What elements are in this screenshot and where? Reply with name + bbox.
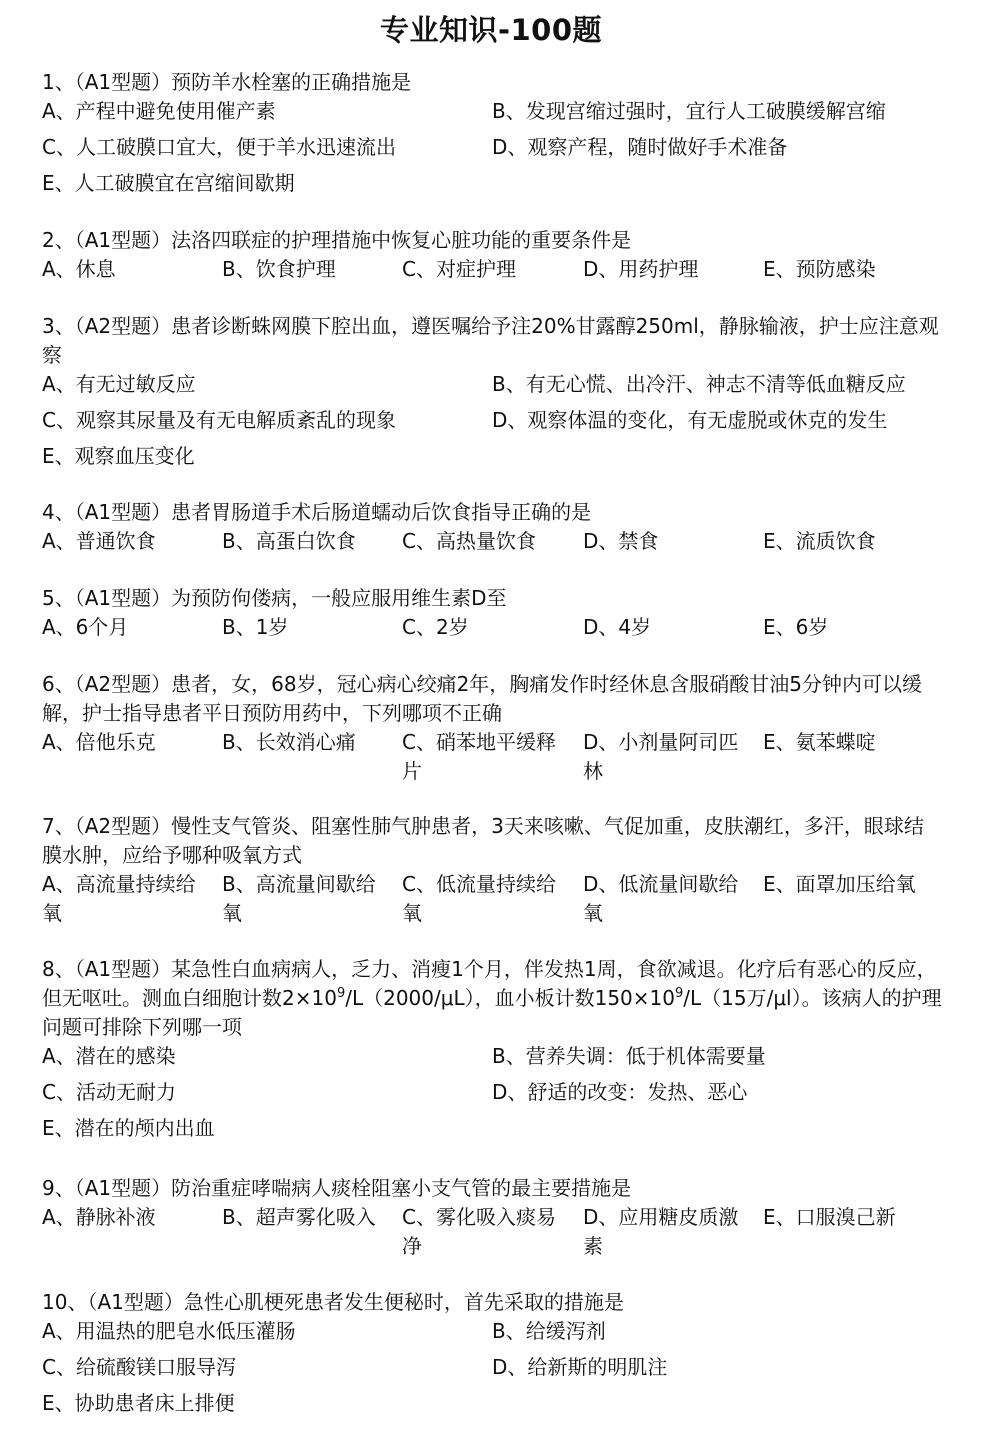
option-b: B、有无心慌、出冷汗、神志不清等低血糖反应 [492,372,906,396]
option-d: D、观察产程，随时做好手术准备 [492,135,788,159]
option-a: A、倍他乐克 [42,730,156,754]
option-d: D、舒适的改变：发热、恶心 [492,1080,748,1104]
option-b: B、发现宫缩过强时，宜行人工破膜缓解宫缩 [492,99,886,123]
option-e: E、人工破膜宜在宫缩间歇期 [42,171,295,195]
option-d: D、小剂量阿司匹林 [583,730,739,783]
option-a: A、普通饮食 [42,529,156,553]
option-c: C、雾化吸入痰易净 [402,1205,556,1258]
question-7 [42,812,942,930]
option-b: B、高流量间歇给氧 [222,872,376,925]
option-b: B、营养失调：低于机体需要量 [492,1044,766,1068]
question-stem: 5、（A1型题）为预防佝偻病，一般应服用维生素D至 [42,586,507,610]
option-a: A、静脉补液 [42,1205,156,1229]
option-e: E、流质饮食 [763,529,876,553]
option-d: D、用药护理 [583,257,699,281]
option-e: E、协助患者床上排便 [42,1391,235,1415]
exponent: 9 [674,986,684,1001]
stem-part: /L（2000/μL），血小板计数150×10 [345,986,675,1010]
question-stem: 4、（A1型题）患者胃肠道手术后肠道蠕动后饮食指导正确的是 [42,500,592,524]
question-stem: 3、（A2型题）患者诊断蛛网膜下腔出血，遵医嘱给予注20%甘露醇250ml，静脉输液，护士应注意观察 [42,314,939,367]
question-5 [42,584,942,643]
option-e: E、面罩加压给氧 [763,872,916,896]
option-a: A、休息 [42,257,116,281]
option-b: B、高蛋白饮食 [222,529,356,553]
option-b: B、1岁 [222,615,289,639]
option-a: A、潜在的感染 [42,1044,176,1068]
option-c: C、人工破膜口宜大，便于羊水迅速流出 [42,135,396,159]
question-stem [42,955,942,1042]
question-6 [42,670,942,788]
option-b: B、超声雾化吸入 [222,1205,376,1229]
question-stem: 10、（A1型题）急性心肌梗死患者发生便秘时，首先采取的措施是 [42,1290,624,1314]
question-4 [42,498,942,557]
question-stem: 1、（A1型题）预防羊水栓塞的正确措施是 [42,70,412,94]
option-d: D、低流量间歇给氧 [583,872,739,925]
stem-part: 8、（A1型题）某急性白血病病人，乏力、消瘦1个月，伴发热1周，食欲减退。化疗后有恶心的反应，但无呕吐。测血白细胞计数2×10 [42,957,937,1010]
question-stem: 6、（A2型题）患者，女，68岁，冠心病心绞痛2年，胸痛发作时经休息含服硝酸甘油5分钟内可以缓解，护士指导患者平日预防用药中，下列哪项不正确 [42,672,923,725]
question-stem: 2、（A1型题）法洛四联症的护理措施中恢复心脏功能的重要条件是 [42,228,632,252]
option-a: A、用温热的肥皂水低压灌肠 [42,1319,296,1343]
option-d: D、4岁 [583,615,652,639]
option-a: A、有无过敏反应 [42,372,196,396]
option-c: C、低流量持续给氧 [402,872,556,925]
option-d: D、观察体温的变化，有无虚脱或休克的发生 [492,408,888,432]
option-d: D、禁食 [583,529,659,553]
stem-part: /L（15万/μl）。该病人的护理问题可排除下列哪一项 [42,986,942,1039]
question-8 [42,955,942,1152]
option-e: E、潜在的颅内出血 [42,1116,215,1140]
option-b: B、长效消心痛 [222,730,356,754]
option-c: C、活动无耐力 [42,1080,176,1104]
question-1 [42,68,942,207]
option-a: A、产程中避免使用催产素 [42,99,276,123]
page-title: 专业知识-100题 [379,13,603,47]
question-9 [42,1174,942,1263]
option-d: D、应用糖皮质激素 [583,1205,739,1258]
option-a: A、高流量持续给氧 [42,872,196,925]
question-stem: 9、（A1型题）防治重症哮喘病人痰栓阻塞小支气管的最主要措施是 [42,1176,632,1200]
option-e: E、观察血压变化 [42,444,195,468]
option-c: C、硝苯地平缓释片 [402,730,556,783]
option-b: B、给缓泻剂 [492,1319,606,1343]
option-e: E、6岁 [763,615,829,639]
option-a: A、6个月 [42,615,129,639]
option-c: C、2岁 [402,615,469,639]
question-stem: 7、（A2型题）慢性支气管炎、阻塞性肺气肿患者，3天来咳嗽、气促加重，皮肤潮红，多汗，眼球结膜水肿，应给予哪种吸氧方式 [42,814,924,867]
option-d: D、给新斯的明肌注 [492,1355,668,1379]
option-c: C、给硫酸镁口服导泻 [42,1355,236,1379]
option-c: C、高热量饮食 [402,529,536,553]
question-2 [42,226,942,285]
option-e: E、口服溴己新 [763,1205,896,1229]
question-3 [42,312,942,480]
exponent: 9 [336,986,346,1001]
option-e: E、预防感染 [763,257,876,281]
option-b: B、饮食护理 [222,257,336,281]
option-c: C、对症护理 [402,257,516,281]
option-c: C、观察其尿量及有无电解质紊乱的现象 [42,408,396,432]
question-10 [42,1288,942,1427]
option-e: E、氨苯蝶啶 [763,730,876,754]
